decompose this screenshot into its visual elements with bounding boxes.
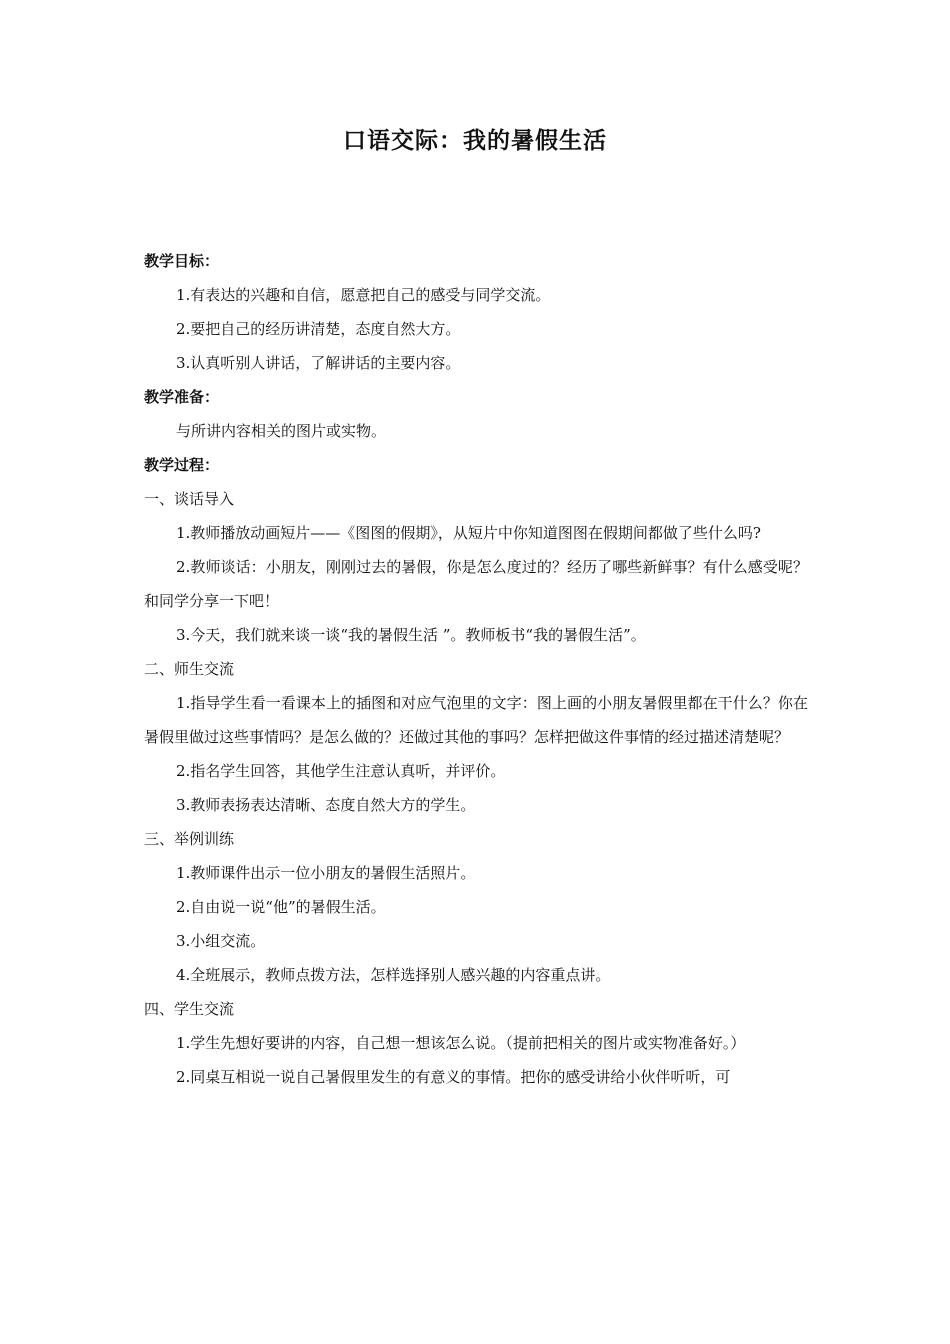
section-title: 一、谈话导入	[144, 490, 235, 508]
process-item: 1.教师课件出示一位小朋友的暑假生活照片。	[176, 864, 476, 882]
process-item: 3.教师表扬表达清晰、态度自然大方的学生。	[176, 796, 476, 814]
preparation-heading: 教学准备：	[144, 388, 220, 406]
process-item: 1.学生先想好要讲的内容，自己想一想该怎么说。（提前把相关的图片或实物准备好。）	[176, 1034, 746, 1052]
goals-heading: 教学目标：	[144, 252, 220, 270]
process-item: 1.指导学生看一看课本上的插图和对应气泡里的文字：图上画的小朋友暑假里都在干什么？你在暑假里做过这些事情吗？是怎么做的？还做过其他的事吗？怎样把做这件事情的经过描述清楚呢？	[144, 694, 808, 746]
process-item: 2.同桌互相说一说自己暑假里发生的有意义的事情。把你的感受讲给小伙伴听听，可	[176, 1068, 731, 1086]
process-item: 1.教师播放动画短片——《图图的假期》，从短片中你知道图图在假期间都做了些什么吗?	[176, 524, 761, 542]
goal-item: 2.要把自己的经历讲清楚，态度自然大方。	[176, 320, 461, 338]
process-heading: 教学过程：	[144, 456, 220, 474]
process-item: 2.指名学生回答，其他学生注意认真听，并评价。	[176, 762, 506, 780]
section-title: 四、学生交流	[144, 1000, 235, 1018]
process-item: 2.自由说一说“他”的暑假生活。	[176, 898, 386, 916]
process-item: 3.小组交流。	[176, 932, 266, 950]
goal-item: 3.认真听别人讲话，了解讲话的主要内容。	[176, 354, 461, 372]
process-item: 3.今天，我们就来谈一谈“我的暑假生活 ”。教师板书“我的暑假生活”。	[176, 626, 646, 644]
preparation-text: 与所讲内容相关的图片或实物。	[176, 422, 387, 440]
page-title: 口语交际：我的暑假生活	[343, 127, 607, 154]
process-item: 2.教师谈话：小朋友，刚刚过去的暑假，你是怎么度过的？经历了哪些新鲜事？有什么感受呢？和同学分享一下吧！	[144, 558, 808, 610]
section-title: 二、师生交流	[144, 660, 235, 678]
goal-item: 1.有表达的兴趣和自信，愿意把自己的感受与同学交流。	[176, 286, 551, 304]
document-body	[144, 244, 808, 1094]
process-item: 4.全班展示，教师点拨方法，怎样选择别人感兴趣的内容重点讲。	[176, 966, 611, 984]
section-title: 三、举例训练	[144, 830, 235, 848]
